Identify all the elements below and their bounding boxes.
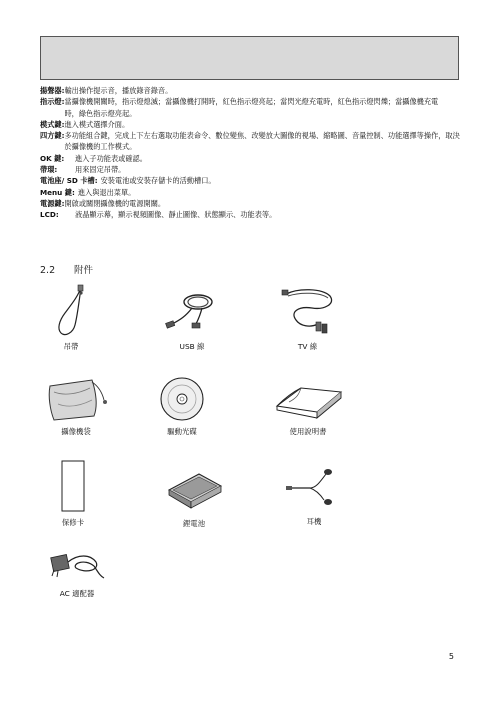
desc-ok-key xyxy=(40,153,460,164)
strap-icon xyxy=(51,283,91,339)
accessory-strap xyxy=(40,283,102,352)
accessory-earphones xyxy=(280,464,348,527)
desc-text: 進入模式選擇介面。 xyxy=(64,119,130,129)
accessory-label: 使用說明書 xyxy=(289,427,327,436)
accessory-warranty-card xyxy=(46,459,100,528)
warranty-card-icon xyxy=(58,459,88,515)
desc-term: Menu 鍵: xyxy=(40,187,75,197)
accessory-label: 耳機 xyxy=(306,517,322,526)
desc-indicator xyxy=(40,96,460,119)
desc-text: 用來固定吊帶。 xyxy=(75,165,126,175)
desc-term: 帶環: xyxy=(40,165,58,175)
accessory-usb-cable xyxy=(152,286,232,352)
desc-term: 模式鍵: xyxy=(40,119,65,129)
desc-text: 輸出操作提示音，播放錄音錄音。 xyxy=(64,86,173,95)
section-title xyxy=(40,262,93,276)
description-list xyxy=(40,85,460,221)
desc-term: 揚聲器: xyxy=(40,86,65,95)
desc-term: 指示燈: xyxy=(40,97,65,107)
accessory-pouch xyxy=(40,372,112,437)
desc-battery-slot xyxy=(40,175,460,186)
accessory-label: 鋰電池 xyxy=(182,519,206,528)
section-heading: 附件 xyxy=(74,265,94,276)
desc-mode-key xyxy=(40,119,460,130)
desc-text: 液晶顯示幕，顯示視頻圖像、靜止圖像、狀態顯示、功能表等。 xyxy=(75,210,277,220)
accessory-label: USB 線 xyxy=(179,342,205,351)
ac-adapter-icon xyxy=(46,544,108,586)
battery-icon xyxy=(163,468,225,516)
desc-power-key xyxy=(40,198,460,209)
desc-term: LCD: xyxy=(40,210,59,220)
desc-term: 四方鍵: xyxy=(40,131,65,141)
accessory-label: 保修卡 xyxy=(61,518,85,527)
section-number: 2.2 xyxy=(40,265,56,276)
desc-text: 多功能組合鍵，完成上下左右選取功能表命令、數位變焦、改變放大圖像的視場、縮略圖、音量控制、功能選擇等操作，取決於攝像機的工作模式。 xyxy=(64,131,460,152)
header-bar xyxy=(40,36,459,80)
desc-text: 當攝像機開關時，指示燈熄滅；當攝像機打開時，紅色指示燈亮起；當閃光燈充電時，紅色指示燈閃爍；當攝像機充電時，綠色指示燈亮起。 xyxy=(64,97,439,118)
accessory-driver-cd xyxy=(152,374,212,437)
desc-text: 進入與退出菜單。 xyxy=(77,187,136,197)
manual-icon xyxy=(271,378,345,424)
desc-term: 電池座/ SD 卡槽: xyxy=(40,176,98,186)
accessory-ac-adapter xyxy=(42,544,112,599)
usb-cable-icon xyxy=(162,286,222,339)
cd-icon xyxy=(157,374,207,424)
accessory-tv-cable xyxy=(275,284,340,352)
tv-cable-icon xyxy=(278,284,338,339)
desc-menu-key xyxy=(40,187,460,198)
accessory-manual xyxy=(262,378,354,437)
accessory-label: 驅動光碟 xyxy=(167,427,197,436)
desc-text: 進入子功能表或確認。 xyxy=(75,153,147,163)
earphones-icon xyxy=(284,464,344,514)
accessory-battery xyxy=(152,468,236,529)
desc-text: 安裝電池或安裝存儲卡的活動槽口。 xyxy=(100,176,216,186)
desc-strap-ring xyxy=(40,164,460,175)
desc-lcd xyxy=(40,209,460,220)
accessory-label: 攝像機袋 xyxy=(61,427,91,436)
desc-term: OK 鍵: xyxy=(40,153,65,163)
accessory-label: AC 適配器 xyxy=(59,589,95,598)
desc-term: 電源鍵: xyxy=(40,198,65,208)
desc-text: 開啟或關閉攝像機的電源開關。 xyxy=(64,198,166,208)
accessory-label: TV 線 xyxy=(297,342,318,351)
page-number: 5 xyxy=(448,652,454,661)
accessory-label: 吊帶 xyxy=(63,342,79,351)
desc-speaker xyxy=(40,85,460,96)
desc-direction-keys xyxy=(40,130,460,153)
pouch-icon xyxy=(40,372,112,424)
